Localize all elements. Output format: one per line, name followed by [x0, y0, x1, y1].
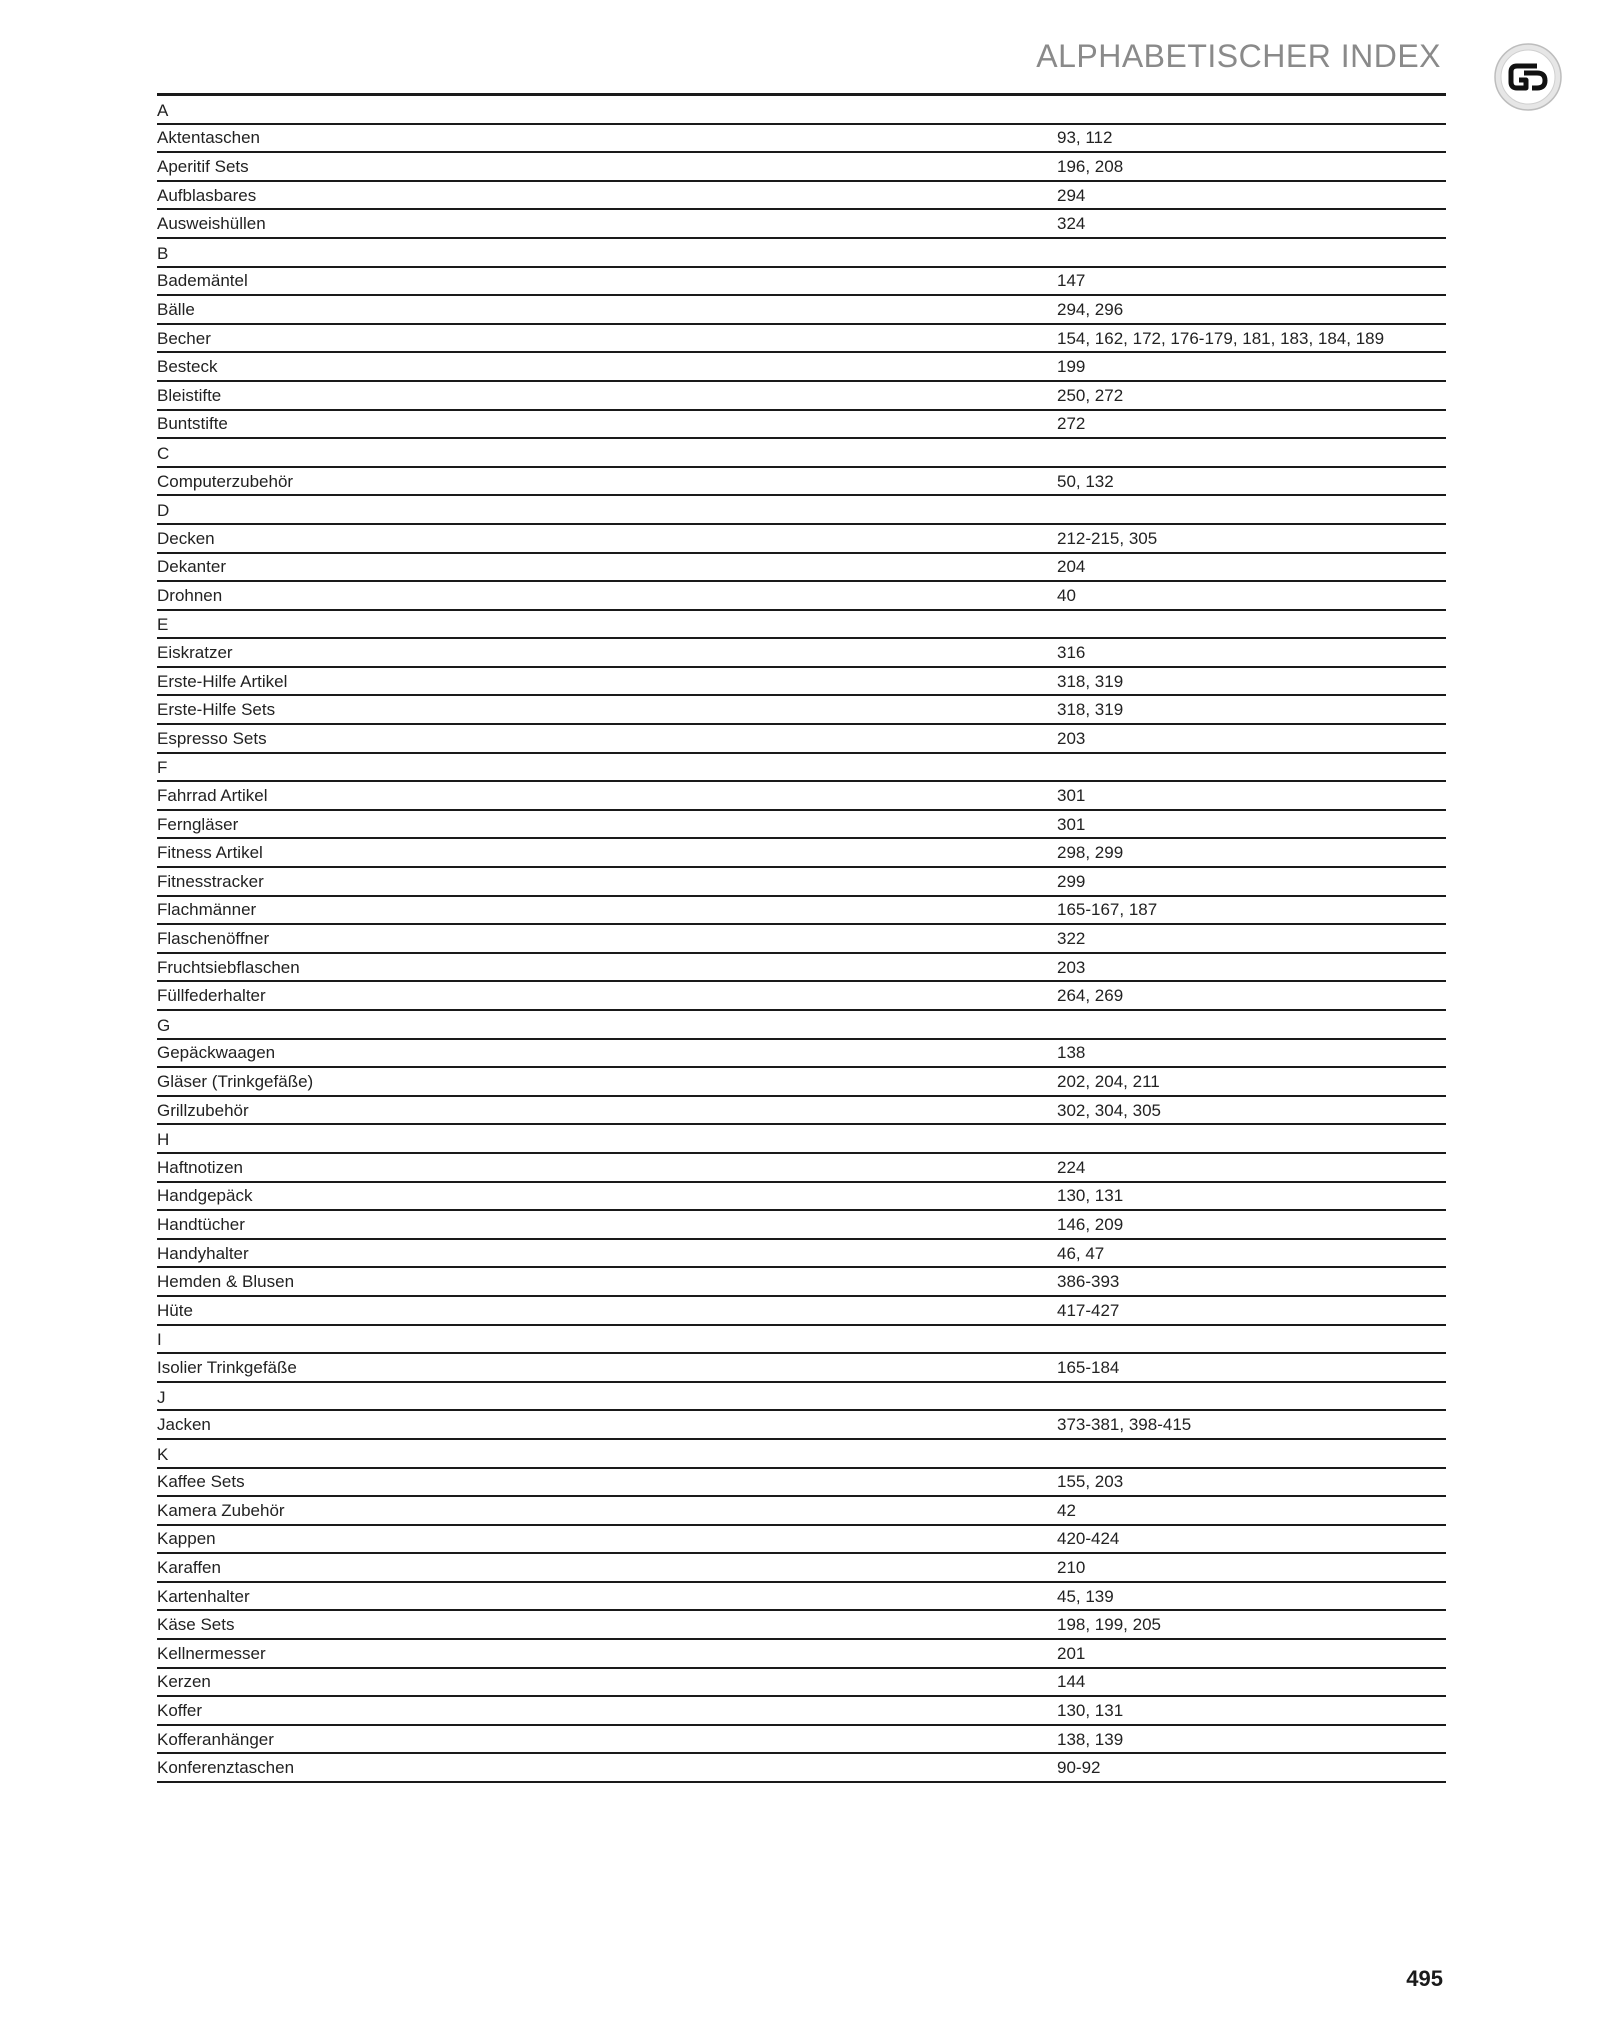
index-pages: 212-215, 305: [1057, 528, 1158, 548]
index-term: Kappen: [157, 1529, 216, 1549]
index-letter-row: [157, 1440, 1446, 1469]
index-entry-row: [157, 925, 1446, 954]
index-entry-row: [157, 382, 1446, 411]
index-pages: 130, 131: [1057, 1701, 1124, 1721]
index-pages: 199: [1057, 357, 1086, 377]
index-pages: 42: [1057, 1500, 1076, 1520]
index-entry-row: [157, 954, 1446, 983]
index-letter-row: [157, 1125, 1446, 1154]
index-term: Handtücher: [157, 1214, 245, 1234]
index-pages: 301: [1057, 814, 1086, 834]
index-pages: 198, 199, 205: [1057, 1615, 1161, 1635]
index-pages: 46, 47: [1057, 1243, 1105, 1263]
index-pages: 138, 139: [1057, 1729, 1124, 1749]
index-entry-row: [157, 839, 1446, 868]
index-pages: 373-381, 398-415: [1057, 1415, 1192, 1435]
index-entry-row: [157, 868, 1446, 897]
page-number: 495: [1406, 1966, 1443, 1991]
index-pages: 90-92: [1057, 1758, 1101, 1778]
index-pages: 40: [1057, 585, 1076, 605]
index-entry-row: [157, 725, 1446, 754]
index-pages: 154, 162, 172, 176-179, 181, 183, 184, 189: [1057, 328, 1385, 348]
index-entry-row: [157, 582, 1446, 611]
index-term: Ausweishüllen: [157, 214, 266, 234]
index-pages: 144: [1057, 1672, 1086, 1692]
index-term: Eiskratzer: [157, 643, 233, 663]
index-entry-row: [157, 1068, 1446, 1097]
index-pages: 250, 272: [1057, 385, 1124, 405]
index-letter-row: [157, 96, 1446, 125]
index-pages: 210: [1057, 1558, 1086, 1578]
index-term: Haftnotizen: [157, 1157, 243, 1177]
index-term: Füllfederhalter: [157, 986, 266, 1006]
index-pages: 264, 269: [1057, 986, 1124, 1006]
index-pages: 324: [1057, 214, 1086, 234]
index-letter-row: [157, 439, 1446, 468]
index-letter-row: [157, 496, 1446, 525]
index-pages: 294: [1057, 185, 1086, 205]
index-pages: 272: [1057, 414, 1086, 434]
index-pages: 204: [1057, 557, 1086, 577]
index-letter: A: [157, 100, 169, 120]
index-term: Erste-Hilfe Artikel: [157, 671, 288, 691]
index-entry-row: [157, 1583, 1446, 1612]
index-entry-row: [157, 1411, 1446, 1440]
index-entry-row: [157, 1611, 1446, 1640]
index-term: Bälle: [157, 299, 195, 319]
index-entry-row: [157, 1526, 1446, 1555]
index-entry-row: [157, 1097, 1446, 1126]
index-term: Karaffen: [157, 1558, 221, 1578]
index-letter: G: [157, 1015, 171, 1035]
index-pages: 50, 132: [1057, 471, 1114, 491]
gd-logo-icon: [1493, 42, 1563, 112]
index-pages: 420-424: [1057, 1529, 1120, 1549]
index-entry-row: [157, 1211, 1446, 1240]
index-entry-row: [157, 1240, 1446, 1269]
index-pages: 130, 131: [1057, 1186, 1124, 1206]
index-letter: H: [157, 1130, 170, 1150]
index-entry-row: [157, 353, 1446, 382]
index-pages: 318, 319: [1057, 700, 1124, 720]
index-pages: 201: [1057, 1643, 1086, 1663]
index-letter: K: [157, 1444, 169, 1464]
index-entry-row: [157, 210, 1446, 239]
index-entry-row: [157, 1726, 1446, 1755]
index-pages: 196, 208: [1057, 156, 1124, 176]
index-pages: 417-427: [1057, 1300, 1120, 1320]
index-pages: 165-167, 187: [1057, 900, 1158, 920]
index-letter-row: [157, 1326, 1446, 1355]
index-term: Koffer: [157, 1701, 203, 1721]
index-term: Bleistifte: [157, 385, 222, 405]
index-entry-row: [157, 182, 1446, 211]
index-entry-row: [157, 1183, 1446, 1212]
index-entry-row: [157, 153, 1446, 182]
index-term: Becher: [157, 328, 211, 348]
index-term: Kellnermesser: [157, 1643, 266, 1663]
index-pages: 299: [1057, 871, 1086, 891]
index-term: Aufblasbares: [157, 185, 257, 205]
index-pages: 316: [1057, 643, 1086, 663]
index-term: Kofferanhänger: [157, 1729, 274, 1749]
index-pages: 386-393: [1057, 1272, 1120, 1292]
index-entry-row: [157, 1697, 1446, 1726]
index-entry-row: [157, 1640, 1446, 1669]
index-term: Kerzen: [157, 1672, 211, 1692]
index-term: Aktentaschen: [157, 128, 261, 148]
index-entry-row: [157, 296, 1446, 325]
index-entry-row: [157, 639, 1446, 668]
index-entry-row: [157, 1297, 1446, 1326]
index-term: Espresso Sets: [157, 728, 267, 748]
alphabetical-index-table: [157, 93, 1446, 1783]
index-pages: 322: [1057, 929, 1086, 949]
index-letter: J: [157, 1387, 166, 1407]
index-pages: 202, 204, 211: [1057, 1071, 1160, 1091]
index-term: Hüte: [157, 1300, 193, 1320]
index-pages: 93, 112: [1057, 128, 1113, 148]
index-entry-row: [157, 1040, 1446, 1069]
index-term: Gläser (Trinkgefäße): [157, 1071, 314, 1091]
index-entry-row: [157, 1268, 1446, 1297]
index-term: Kartenhalter: [157, 1586, 250, 1606]
index-entry-row: [157, 1497, 1446, 1526]
index-term: Isolier Trinkgefäße: [157, 1357, 297, 1377]
index-term: Drohnen: [157, 585, 223, 605]
index-entry-row: [157, 782, 1446, 811]
index-term: Bademäntel: [157, 271, 248, 291]
index-term: Fahrrad Artikel: [157, 786, 268, 806]
index-entry-row: [157, 1469, 1446, 1498]
index-letter-row: [157, 611, 1446, 640]
index-term: Handgepäck: [157, 1186, 253, 1206]
index-letter-row: [157, 1011, 1446, 1040]
index-pages: 224: [1057, 1157, 1086, 1177]
index-term: Konferenztaschen: [157, 1758, 295, 1778]
index-entry-row: [157, 897, 1446, 926]
index-term: Fruchtsiebflaschen: [157, 957, 300, 977]
index-entry-row: [157, 1754, 1446, 1783]
index-pages: 155, 203: [1057, 1472, 1124, 1492]
index-letter-row: [157, 239, 1446, 268]
index-term: Buntstifte: [157, 414, 228, 434]
index-entry-row: [157, 411, 1446, 440]
index-entry-row: [157, 468, 1446, 497]
page-title: ALPHABETISCHER INDEX: [1036, 38, 1441, 74]
index-entry-row: [157, 668, 1446, 697]
index-pages: 138: [1057, 1043, 1086, 1063]
index-pages: 165-184: [1057, 1357, 1120, 1377]
index-letter-row: [157, 1383, 1446, 1412]
index-letter: D: [157, 501, 170, 521]
index-pages: 318, 319: [1057, 671, 1124, 691]
index-entry-row: [157, 811, 1446, 840]
index-term: Erste-Hilfe Sets: [157, 700, 276, 720]
index-pages: 203: [1057, 728, 1086, 748]
index-letter-row: [157, 754, 1446, 783]
index-letter: E: [157, 615, 169, 635]
index-term: Käse Sets: [157, 1615, 235, 1635]
index-term: Fitnesstracker: [157, 871, 264, 891]
index-pages: 45, 139: [1057, 1586, 1114, 1606]
index-term: Computerzubehör: [157, 471, 294, 491]
index-entry-row: [157, 1154, 1446, 1183]
index-term: Besteck: [157, 357, 218, 377]
index-term: Aperitif Sets: [157, 156, 249, 176]
index-term: Flachmänner: [157, 900, 257, 920]
index-term: Dekanter: [157, 557, 226, 577]
index-letter: B: [157, 243, 169, 263]
index-pages: 203: [1057, 957, 1086, 977]
index-term: Decken: [157, 528, 215, 548]
index-entry-row: [157, 1354, 1446, 1383]
index-term: Flaschenöffner: [157, 929, 270, 949]
index-letter: F: [157, 758, 168, 778]
index-pages: 294, 296: [1057, 299, 1124, 319]
index-entry-row: [157, 554, 1446, 583]
index-pages: 298, 299: [1057, 843, 1124, 863]
index-pages: 302, 304, 305: [1057, 1100, 1161, 1120]
index-pages: 301: [1057, 786, 1086, 806]
index-entry-row: [157, 982, 1446, 1011]
index-pages: 147: [1057, 271, 1086, 291]
index-term: Kamera Zubehör: [157, 1500, 285, 1520]
index-entry-row: [157, 325, 1446, 354]
index-pages: 146, 209: [1057, 1214, 1124, 1234]
index-entry-row: [157, 268, 1446, 297]
index-letter: I: [157, 1330, 162, 1350]
index-term: Hemden & Blusen: [157, 1272, 295, 1292]
index-entry-row: [157, 1554, 1446, 1583]
index-term: Ferngläser: [157, 814, 239, 834]
index-entry-row: [157, 525, 1446, 554]
index-term: Gepäckwaagen: [157, 1043, 276, 1063]
index-term: Kaffee Sets: [157, 1472, 245, 1492]
index-entry-row: [157, 1669, 1446, 1698]
index-entry-row: [157, 125, 1446, 154]
index-term: Fitness Artikel: [157, 843, 263, 863]
index-letter: C: [157, 443, 170, 463]
index-term: Jacken: [157, 1415, 211, 1435]
index-entry-row: [157, 696, 1446, 725]
index-term: Handyhalter: [157, 1243, 249, 1263]
index-term: Grillzubehör: [157, 1100, 249, 1120]
